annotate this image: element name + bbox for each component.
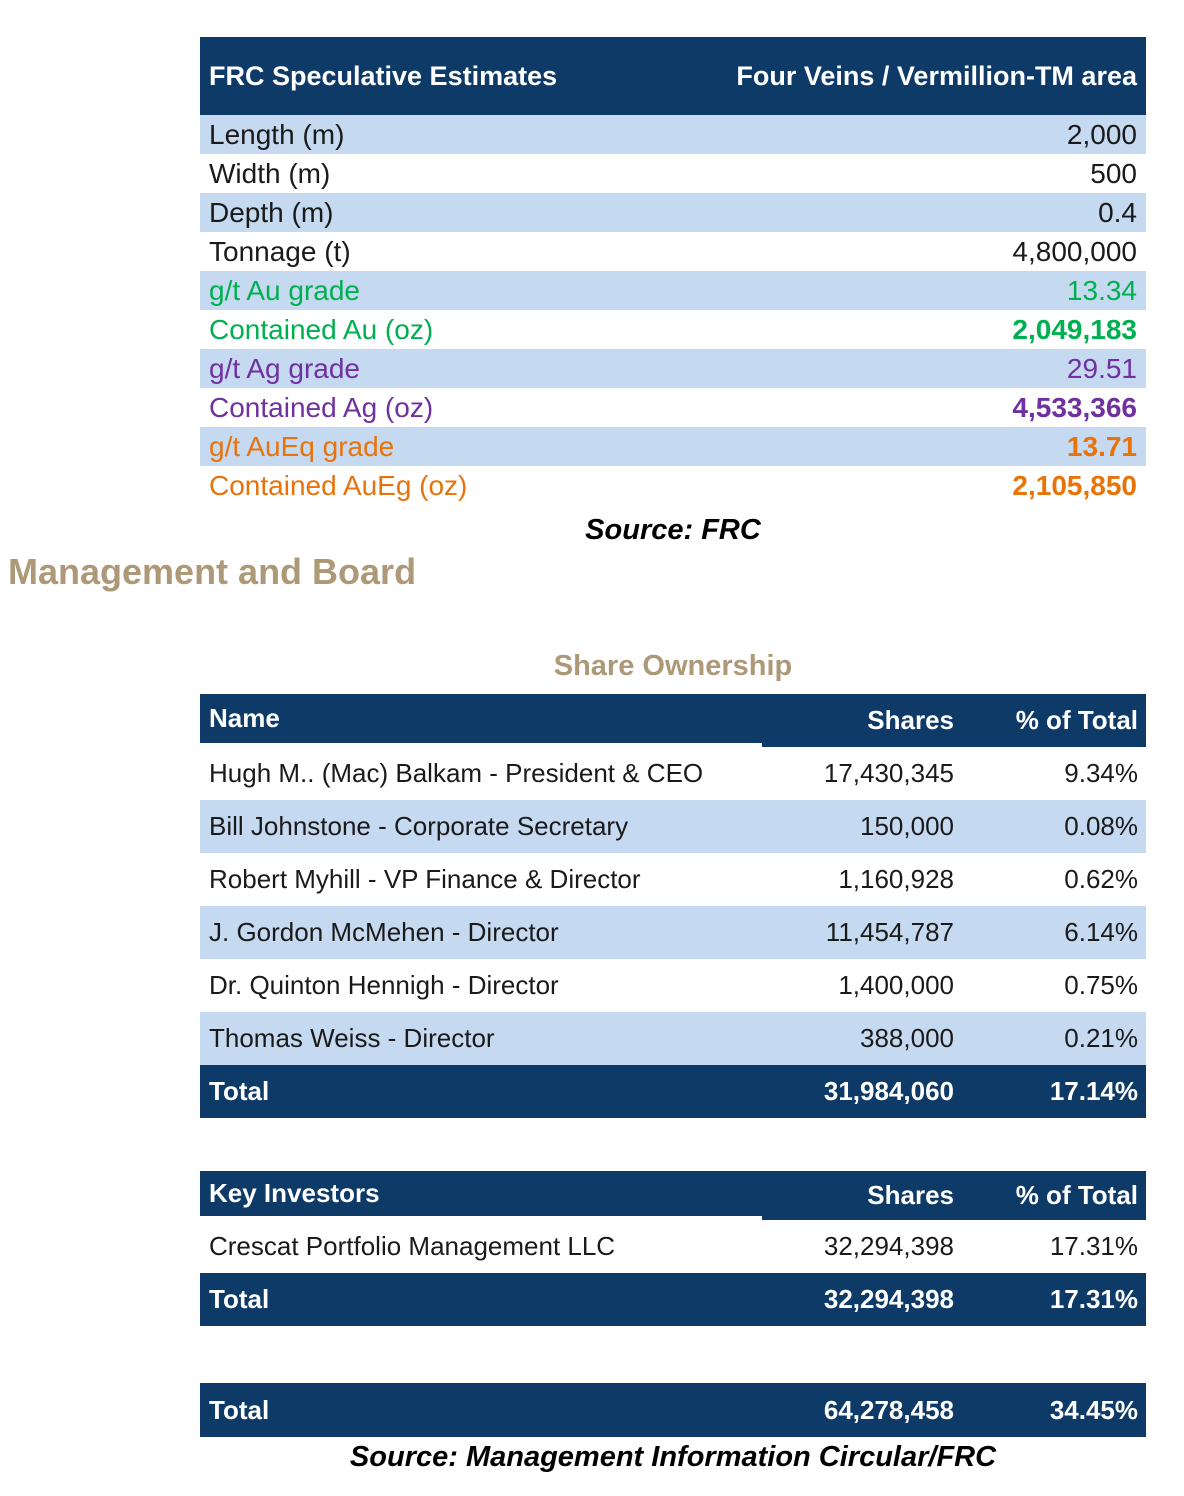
source-caption-management-circular: Source: Management Information Circular/FRC <box>349 1441 997 1473</box>
table-row <box>200 232 1146 271</box>
investor-name: Crescat Portfolio Management LLC <box>209 1231 616 1261</box>
table-row <box>200 427 1146 466</box>
investor-shares: 32,294,398 <box>823 1231 954 1261</box>
estimate-value: 2,000 <box>1066 118 1137 150</box>
share-ownership-title: Share Ownership <box>553 650 793 682</box>
holder-pct: 0.75% <box>1064 970 1138 1000</box>
holder-name: Thomas Weiss - Director <box>209 1023 495 1053</box>
column-header-pct-of-total: % of Total <box>1015 1180 1138 1210</box>
table-row <box>200 349 1146 388</box>
grand-total-row <box>200 1383 1146 1437</box>
total-label: Total <box>209 1394 270 1425</box>
estimates-header-title: FRC Speculative Estimates <box>209 60 558 91</box>
holder-shares: 11,454,787 <box>825 917 954 947</box>
column-header-pct-of-total: % of Total <box>1015 705 1138 735</box>
table-row <box>200 154 1146 193</box>
holder-name: J. Gordon McMehen - Director <box>209 917 559 947</box>
estimate-label: Contained AuEg (oz) <box>209 469 468 501</box>
table-row <box>200 388 1146 427</box>
estimate-value: 29.51 <box>1066 352 1137 384</box>
source-caption-frc: Source: FRC <box>585 514 761 546</box>
estimate-value: 2,049,183 <box>1012 313 1137 345</box>
estimates-header-row <box>200 37 1146 115</box>
table-row <box>200 800 1146 853</box>
holder-pct: 0.62% <box>1064 864 1138 894</box>
table-row <box>200 1220 1146 1273</box>
holder-pct: 9.34% <box>1064 758 1138 788</box>
total-shares: 64,278,458 <box>823 1394 954 1425</box>
estimate-label: Depth (m) <box>209 196 334 228</box>
column-header-name: Name <box>200 694 762 747</box>
estimate-label: Width (m) <box>209 157 331 189</box>
grand-total-table <box>200 1383 1146 1437</box>
table-row <box>200 310 1146 349</box>
estimate-label: Contained Au (oz) <box>209 313 434 345</box>
column-header-shares: Shares <box>867 705 954 735</box>
holder-name: Robert Myhill - VP Finance & Director <box>209 864 641 894</box>
section-title-management-and-board: Management and Board <box>8 551 417 592</box>
share-ownership-header-row <box>200 694 1146 747</box>
total-pct: 17.14% <box>1049 1076 1138 1106</box>
estimate-label: g/t AuEq grade <box>209 430 395 462</box>
table-row <box>200 747 1146 800</box>
holder-name: Hugh M.. (Mac) Balkam - President & CEO <box>209 758 704 788</box>
key-investors-header-row <box>200 1171 1146 1220</box>
estimate-value: 13.34 <box>1066 274 1137 306</box>
estimate-label: Tonnage (t) <box>209 235 351 267</box>
holder-pct: 6.14% <box>1064 917 1138 947</box>
estimate-value: 0.4 <box>1098 196 1137 228</box>
table-row <box>200 853 1146 906</box>
table-row <box>200 466 1146 505</box>
estimate-value: 4,800,000 <box>1012 235 1137 267</box>
total-label: Total <box>209 1284 270 1314</box>
estimate-label: Contained Ag (oz) <box>209 391 434 423</box>
table-row <box>200 959 1146 1012</box>
investor-pct: 17.31% <box>1049 1231 1138 1261</box>
total-pct: 17.31% <box>1049 1284 1138 1314</box>
estimate-label: g/t Ag grade <box>209 352 361 384</box>
estimate-label: g/t Au grade <box>209 274 361 306</box>
estimate-label: Length (m) <box>209 118 345 150</box>
table-row <box>200 115 1146 154</box>
table-row <box>200 193 1146 232</box>
table-row <box>200 1012 1146 1065</box>
holder-shares: 150,000 <box>860 811 954 841</box>
key-investors-total-row <box>200 1273 1146 1326</box>
total-shares: 31,984,060 <box>823 1076 954 1106</box>
key-investors-table <box>200 1171 1146 1326</box>
estimate-value: 4,533,366 <box>1012 391 1137 423</box>
holder-shares: 1,160,928 <box>838 864 954 894</box>
total-label: Total <box>209 1076 270 1106</box>
speculative-estimates-table <box>200 37 1146 505</box>
estimate-value: 500 <box>1090 157 1137 189</box>
holder-shares: 388,000 <box>860 1023 954 1053</box>
holder-name: Dr. Quinton Hennigh - Director <box>209 970 559 1000</box>
holder-pct: 0.08% <box>1064 811 1138 841</box>
share-ownership-total-row <box>200 1065 1146 1118</box>
share-ownership-table <box>200 694 1146 1118</box>
holder-shares: 1,400,000 <box>838 970 954 1000</box>
estimates-header-area: Four Veins / Vermillion-TM area <box>736 60 1137 91</box>
column-header-shares: Shares <box>867 1180 954 1210</box>
total-pct: 34.45% <box>1049 1394 1138 1425</box>
table-row <box>200 906 1146 959</box>
holder-pct: 0.21% <box>1064 1023 1138 1053</box>
table-row <box>200 271 1146 310</box>
holder-name: Bill Johnstone - Corporate Secretary <box>209 811 629 841</box>
estimate-value: 13.71 <box>1066 430 1137 462</box>
estimate-value: 2,105,850 <box>1012 469 1137 501</box>
total-shares: 32,294,398 <box>823 1284 954 1314</box>
holder-shares: 17,430,345 <box>823 758 954 788</box>
column-header-key-investors: Key Investors <box>200 1171 762 1220</box>
